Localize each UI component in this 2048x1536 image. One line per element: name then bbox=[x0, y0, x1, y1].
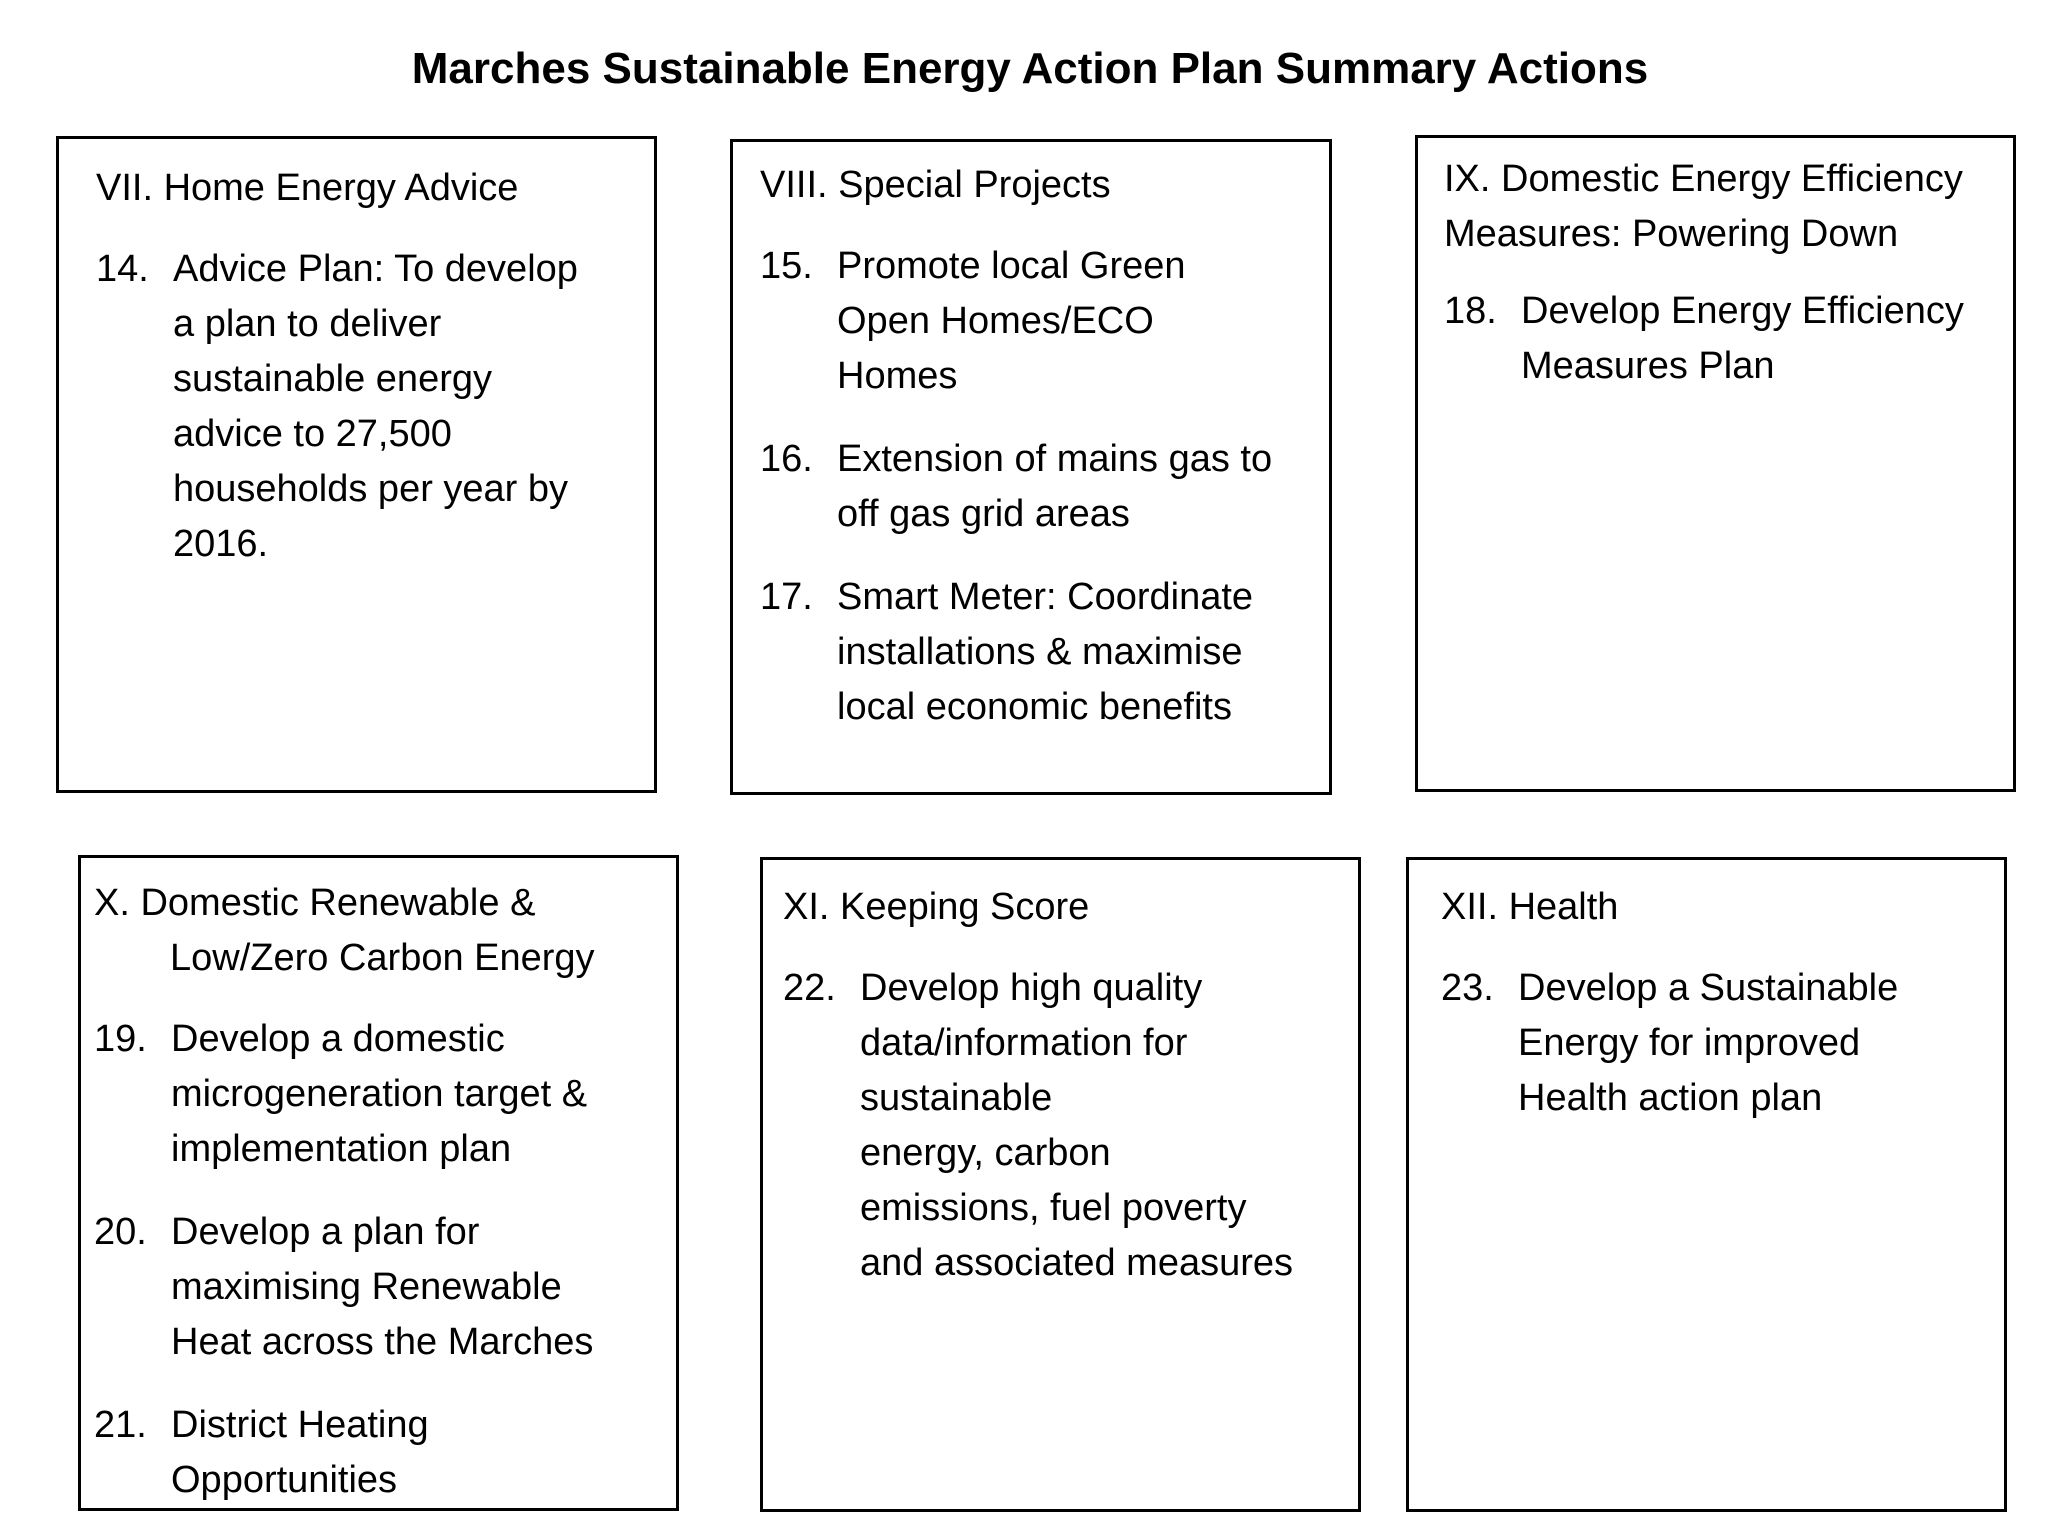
action-number: 15. bbox=[760, 245, 813, 287]
action-text: Extension of mains gas to off gas grid areas bbox=[837, 438, 1273, 535]
action-number: 18. bbox=[1444, 290, 1497, 332]
action-number: 21. bbox=[94, 1404, 147, 1446]
action-item bbox=[1441, 961, 1994, 1126]
action-number: 22. bbox=[783, 967, 836, 1009]
section-heading: XII. Health bbox=[1441, 886, 1619, 928]
action-item bbox=[94, 1205, 666, 1370]
action-item bbox=[760, 239, 1309, 404]
action-item bbox=[760, 570, 1309, 735]
section-heading: X. Domestic Renewable & Low/Zero Carbon Energy bbox=[94, 882, 595, 979]
page-title: Marches Sustainable Energy Action Plan Summary Actions bbox=[411, 44, 1649, 93]
action-text: Develop a plan for maximising Renewable Heat across the Marches bbox=[171, 1211, 594, 1363]
action-item bbox=[96, 242, 624, 572]
action-number: 14. bbox=[96, 248, 149, 290]
section-home-energy-advice bbox=[56, 136, 657, 793]
action-number: 19. bbox=[94, 1018, 147, 1060]
action-text: Advice Plan: To develop a plan to deliver sustainable energy advice to 27,500 households per year by 2016. bbox=[173, 248, 578, 565]
action-item bbox=[1444, 284, 2003, 394]
action-item bbox=[94, 1012, 666, 1177]
action-number: 23. bbox=[1441, 967, 1494, 1009]
action-number: 17. bbox=[760, 576, 813, 618]
section-keeping-score bbox=[760, 857, 1361, 1512]
action-text: Develop a domestic microgeneration target & implementation plan bbox=[171, 1018, 588, 1170]
section-heading: IX. Domestic Energy Efficiency Measures: Powering Down bbox=[1444, 158, 1963, 255]
action-text: Develop high quality data/information for sustainable energy, carbon emissions, fuel poverty and associated measures bbox=[860, 967, 1294, 1284]
action-number: 16. bbox=[760, 438, 813, 480]
action-text: Promote local Green Open Homes/ECO Homes bbox=[837, 245, 1186, 397]
action-item bbox=[783, 961, 1348, 1291]
section-heading: VII. Home Energy Advice bbox=[96, 167, 519, 209]
action-number: 20. bbox=[94, 1211, 147, 1253]
action-item bbox=[760, 432, 1309, 542]
section-domestic-renewable bbox=[78, 855, 679, 1511]
section-domestic-energy-efficiency bbox=[1415, 135, 2016, 792]
section-heading: XI. Keeping Score bbox=[783, 886, 1090, 928]
section-special-projects bbox=[730, 139, 1332, 795]
action-text: District Heating Opportunities bbox=[171, 1404, 429, 1501]
action-text: Smart Meter: Coordinate installations & maximise local economic benefits bbox=[837, 576, 1254, 728]
section-heading: VIII. Special Projects bbox=[760, 164, 1111, 206]
action-item bbox=[94, 1398, 666, 1508]
action-text: Develop Energy Efficiency Measures Plan bbox=[1521, 290, 1964, 387]
section-health bbox=[1406, 857, 2007, 1512]
action-text: Develop a Sustainable Energy for improved Health action plan bbox=[1518, 967, 1899, 1119]
